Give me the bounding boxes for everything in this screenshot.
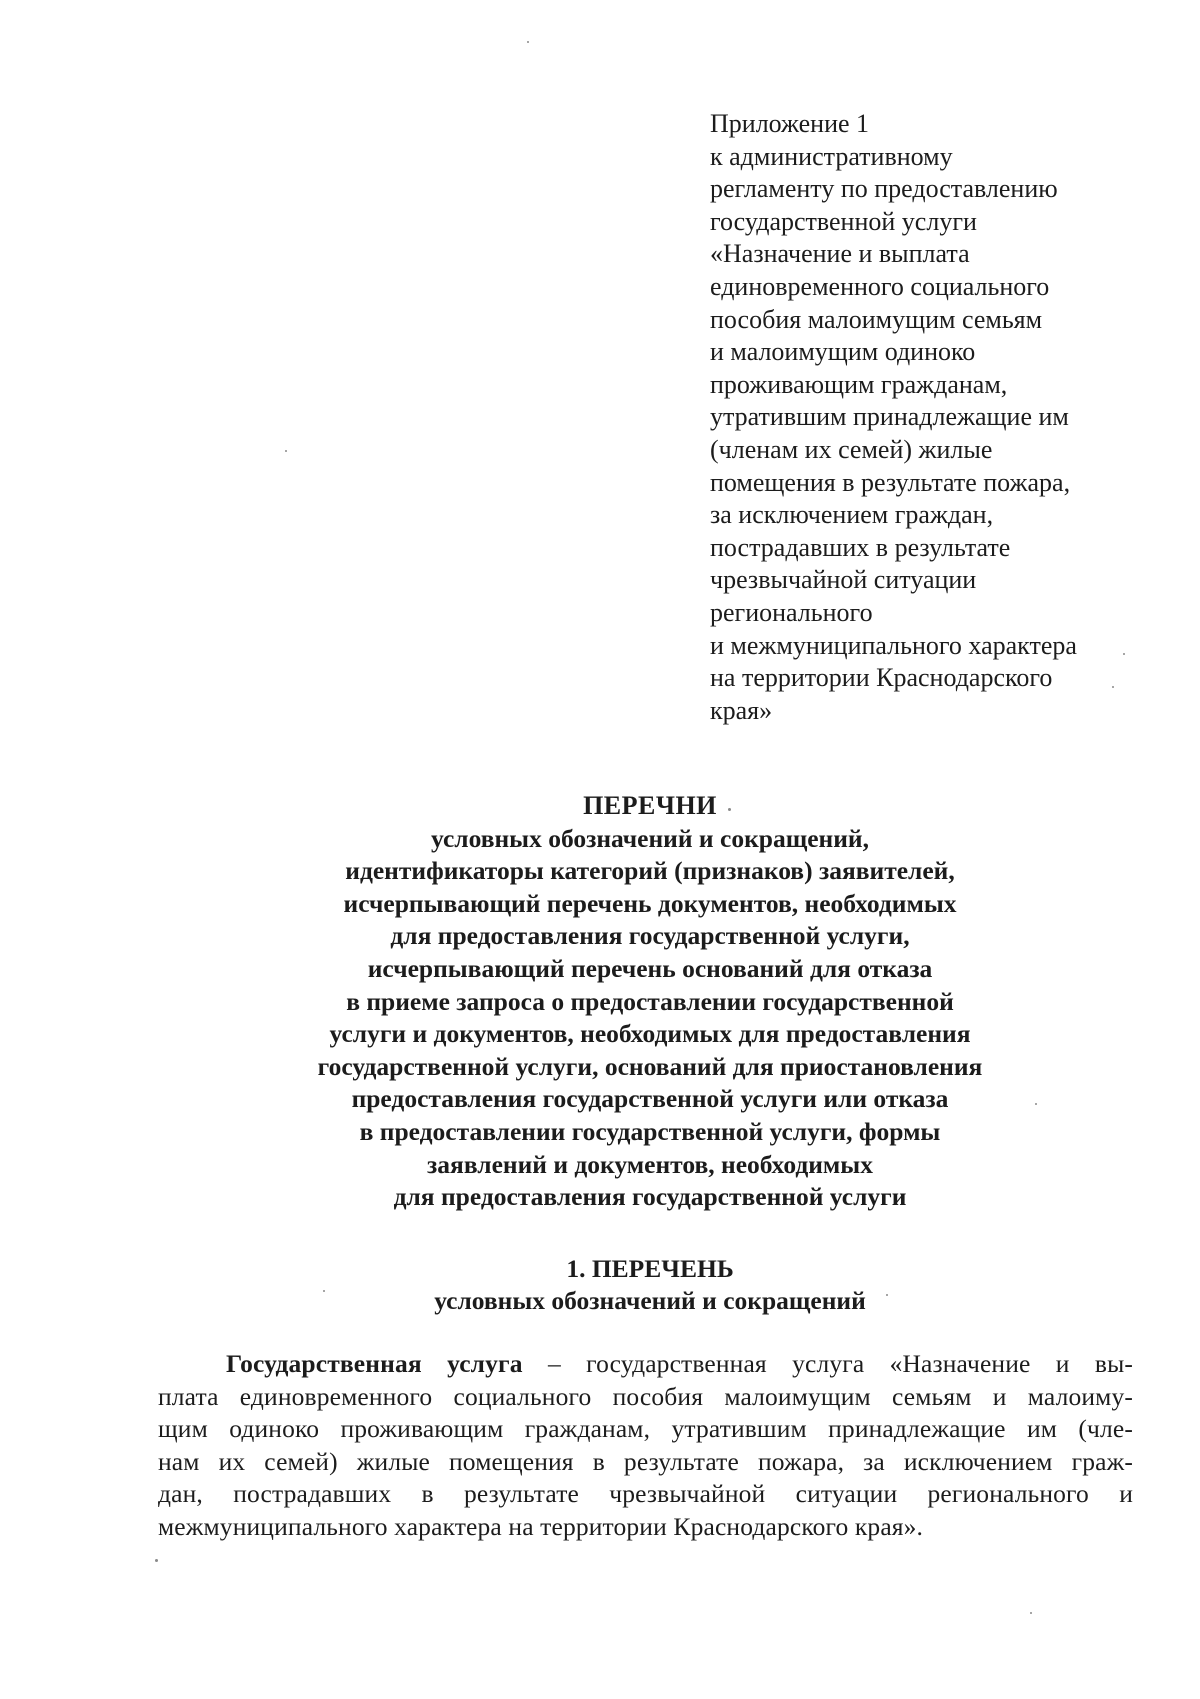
paragraph-line: дан, пострадавших в результате чрезвычайной ситуации регионального и bbox=[158, 1479, 1133, 1509]
appendix-line: и малоимущим одиноко bbox=[710, 337, 976, 367]
title-line: исчерпывающий перечень оснований для отказа bbox=[367, 953, 933, 983]
section-number-title: 1. ПЕРЕЧЕНЬ bbox=[566, 1254, 734, 1283]
scan-speck bbox=[1030, 1612, 1032, 1614]
title-line: для предоставления государственной услуги bbox=[393, 1182, 907, 1212]
paragraph-line bbox=[158, 1348, 1133, 1381]
definition-text: – государственная услуга «Назначение и вы- bbox=[522, 1349, 1133, 1378]
appendix-line: единовременного социального bbox=[710, 271, 1050, 301]
paragraph-line: щим одиноко проживающим гражданам, утратившим принадлежащие им (чле- bbox=[158, 1414, 1133, 1444]
scan-speck bbox=[886, 1294, 888, 1296]
appendix-line: за исключением граждан, bbox=[710, 500, 994, 530]
appendix-line: края» bbox=[710, 695, 773, 725]
paragraph-line: межмуниципального характера на территории Краснодарского края». bbox=[158, 1511, 924, 1541]
title-line: условных обозначений и сокращений, bbox=[431, 823, 869, 853]
appendix-line: утратившим принадлежащие им bbox=[710, 402, 1069, 432]
paragraph-line: нам их семей) жилые помещения в результате пожара, за исключением граж- bbox=[158, 1446, 1133, 1476]
appendix-line: регламенту по предоставлению bbox=[710, 174, 1058, 204]
appendix-line: проживающим гражданам, bbox=[710, 369, 1008, 399]
appendix-line: регионального bbox=[710, 597, 873, 627]
title-line: в предоставлении государственной услуги, формы bbox=[359, 1116, 941, 1146]
document-title bbox=[150, 790, 1150, 1214]
scan-speck bbox=[728, 808, 731, 811]
scan-speck bbox=[527, 41, 529, 43]
appendix-line: государственной услуги bbox=[710, 206, 977, 236]
paragraph-line: плата единовременного социального пособия малоимущим семьям и малоиму- bbox=[158, 1381, 1133, 1411]
definition-paragraph bbox=[158, 1348, 1133, 1544]
title-line: услуги и документов, необходимых для предоставления bbox=[329, 1019, 971, 1049]
appendix-line: и межмуниципального характера bbox=[710, 630, 1077, 660]
appendix-line: чрезвычайной ситуации bbox=[710, 565, 977, 595]
appendix-line: пособия малоимущим семьям bbox=[710, 304, 1043, 334]
title-main: ПЕРЕЧНИ bbox=[583, 791, 717, 820]
scan-speck bbox=[1123, 653, 1125, 655]
scan-speck bbox=[1035, 1103, 1037, 1105]
section-subtitle: условных обозначений и сокращений bbox=[434, 1286, 866, 1315]
appendix-line: к административному bbox=[710, 141, 953, 171]
appendix-line: помещения в результате пожара, bbox=[710, 467, 1071, 497]
appendix-line: (членам их семей) жилые bbox=[710, 434, 993, 464]
title-line: заявлений и документов, необходимых bbox=[427, 1149, 873, 1179]
title-line: в приеме запроса о предоставлении государственной bbox=[346, 986, 954, 1016]
section-heading bbox=[150, 1253, 1150, 1317]
scan-speck bbox=[155, 1559, 158, 1562]
appendix-line: «Назначение и выплата bbox=[710, 239, 970, 269]
title-line: предоставления государственной услуги или отказа bbox=[351, 1084, 949, 1114]
title-line: идентификаторы категорий (признаков) заявителей, bbox=[345, 856, 955, 886]
appendix-note bbox=[710, 108, 1150, 727]
appendix-line: пострадавших в результате bbox=[710, 532, 1011, 562]
defined-term: Государственная услуга bbox=[226, 1349, 523, 1378]
appendix-line: на территории Краснодарского bbox=[710, 663, 1053, 693]
scan-speck bbox=[323, 1290, 325, 1292]
scan-speck bbox=[1112, 686, 1114, 688]
scan-speck bbox=[285, 450, 287, 452]
appendix-line: Приложение 1 bbox=[710, 109, 870, 138]
title-line: для предоставления государственной услуги, bbox=[390, 921, 910, 951]
title-line: государственной услуги, оснований для приостановления bbox=[317, 1051, 983, 1081]
title-line: исчерпывающий перечень документов, необходимых bbox=[343, 888, 957, 918]
